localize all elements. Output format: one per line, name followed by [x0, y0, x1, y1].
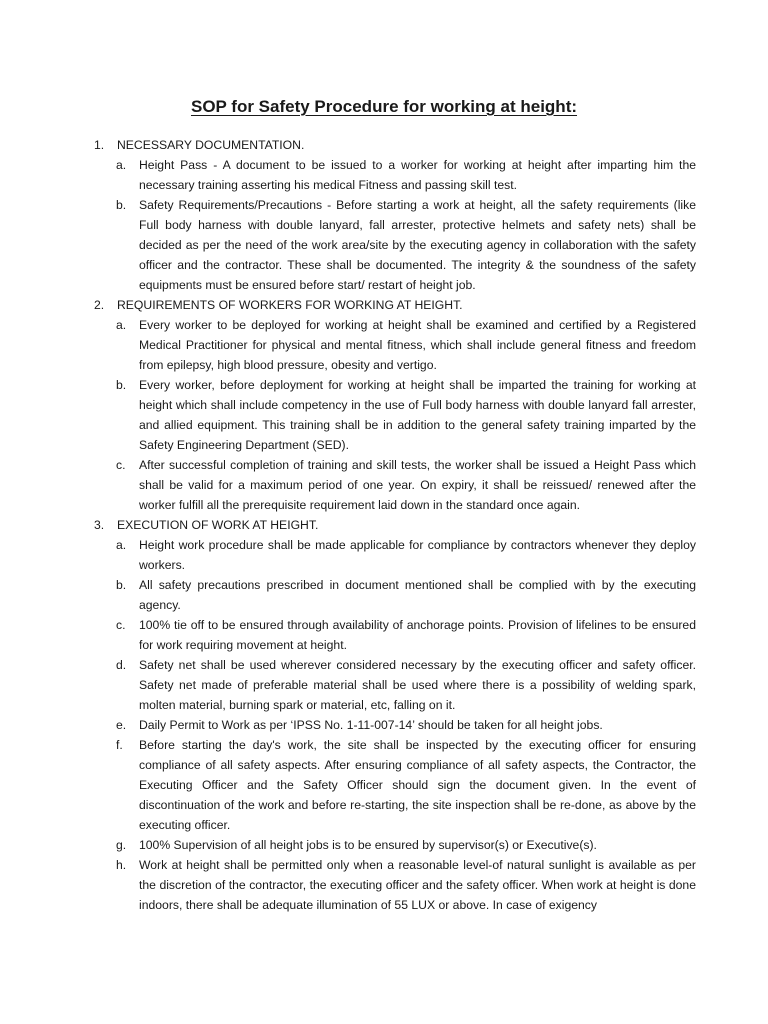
item-letter: b. — [116, 378, 127, 392]
item-text: Safety net shall be used wherever considered necessary by the executing officer and safety officer. Safety net made of preferable material shall be used where there is a possibility of welding spark, molten material, burning spark or material, etc, falling on it. — [139, 658, 696, 712]
list-item — [0, 195, 768, 295]
item-text: Every worker to be deployed for working at height shall be examined and certified by a Registered Medical Practitioner for physical and mental fitness, which shall include general fitness and freedom from epilepsy, high blood pressure, obesity and vertigo. — [139, 318, 696, 372]
section-number: 1. — [94, 138, 105, 152]
section-3 — [0, 515, 768, 915]
list-item — [0, 855, 768, 915]
section-heading — [0, 135, 768, 155]
item-text: Before starting the day's work, the site shall be inspected by the executing officer for ensuring compliance of all safety aspects. After ensuring compliance of all safety aspects, the Contractor, the Executing Officer and the Safety Officer should sign the document given. In the event of discontinuation of the work and before re-starting, the site inspection shall be re-done, as above by the executing officer. — [139, 738, 696, 832]
list-item — [0, 835, 768, 855]
list-item — [0, 155, 768, 195]
item-letter: g. — [116, 838, 127, 852]
item-letter: h. — [116, 858, 127, 872]
item-text: Every worker, before deployment for working at height shall be imparted the training for working at height which shall include competency in the use of Full body harness with double lanyard fall arrester, and allied equipment. This training shall be in addition to the general safety training imparted by the Safety Engineering Department (SED). — [139, 378, 696, 452]
list-item — [0, 535, 768, 575]
list-item — [0, 655, 768, 715]
section-1 — [0, 135, 768, 295]
section-heading-text: NECESSARY DOCUMENTATION. — [117, 138, 305, 152]
section-heading — [0, 295, 768, 315]
item-letter: a. — [116, 538, 127, 552]
section-heading — [0, 515, 768, 535]
section-number: 3. — [94, 518, 105, 532]
section-2 — [0, 295, 768, 515]
list-item — [0, 575, 768, 615]
item-text: 100% Supervision of all height jobs is to be ensured by supervisor(s) or Executive(s). — [139, 838, 597, 852]
item-letter: d. — [116, 658, 127, 672]
item-text: After successful completion of training and skill tests, the worker shall be issued a Height Pass which shall be valid for a maximum period of one year. On expiry, it shall be reissued/ renewed after the worker fulfill all the prerequisite requirement laid down in the standard once again. — [139, 458, 696, 512]
list-item — [0, 715, 768, 735]
item-letter: e. — [116, 718, 127, 732]
item-text: Safety Requirements/Precautions - Before starting a work at height, all the safety requirements (like Full body harness with double lanyard, fall arrester, protective helmets and safety nets) shall be decided as per the need of the work area/site by the executing agency in collaboration with the safety officer and the contractor. These shall be documented. The integrity & the soundness of the safety equipments must be ensured before start/ restart of height job. — [139, 198, 696, 292]
item-letter: a. — [116, 158, 127, 172]
item-text: Height work procedure shall be made applicable for compliance by contractors whenever they deploy workers. — [139, 538, 696, 572]
list-item — [0, 615, 768, 655]
document-title: SOP for Safety Procedure for working at height: — [190, 97, 578, 116]
item-text: 100% tie off to be ensured through availability of anchorage points. Provision of lifelines to be ensured for work requiring movement at height. — [139, 618, 696, 652]
document-body — [0, 135, 768, 915]
list-item — [0, 375, 768, 455]
list-item — [0, 455, 768, 515]
item-letter: a. — [116, 318, 127, 332]
section-number: 2. — [94, 298, 105, 312]
item-letter: c. — [116, 458, 126, 472]
section-heading-text: EXECUTION OF WORK AT HEIGHT. — [117, 518, 319, 532]
item-letter: f. — [116, 738, 123, 752]
item-text: Height Pass - A document to be issued to a worker for working at height after imparting him the necessary training asserting his medical Fitness and passing skill test. — [139, 158, 696, 192]
list-item — [0, 735, 768, 835]
item-text: Daily Permit to Work as per ‘IPSS No. 1-11-007-14’ should be taken for all height jobs. — [139, 718, 603, 732]
item-letter: b. — [116, 578, 127, 592]
list-item — [0, 315, 768, 375]
section-heading-text: REQUIREMENTS OF WORKERS FOR WORKING AT HEIGHT. — [117, 298, 463, 312]
item-text: All safety precautions prescribed in document mentioned shall be complied with by the executing agency. — [139, 578, 696, 612]
item-letter: b. — [116, 198, 127, 212]
item-letter: c. — [116, 618, 126, 632]
item-text: Work at height shall be permitted only when a reasonable level-of natural sunlight is available as per the discretion of the contractor, the executing officer and the safety officer. When work at height is done indoors, there shall be adequate illumination of 55 LUX or above. In case of exigency — [139, 858, 696, 912]
